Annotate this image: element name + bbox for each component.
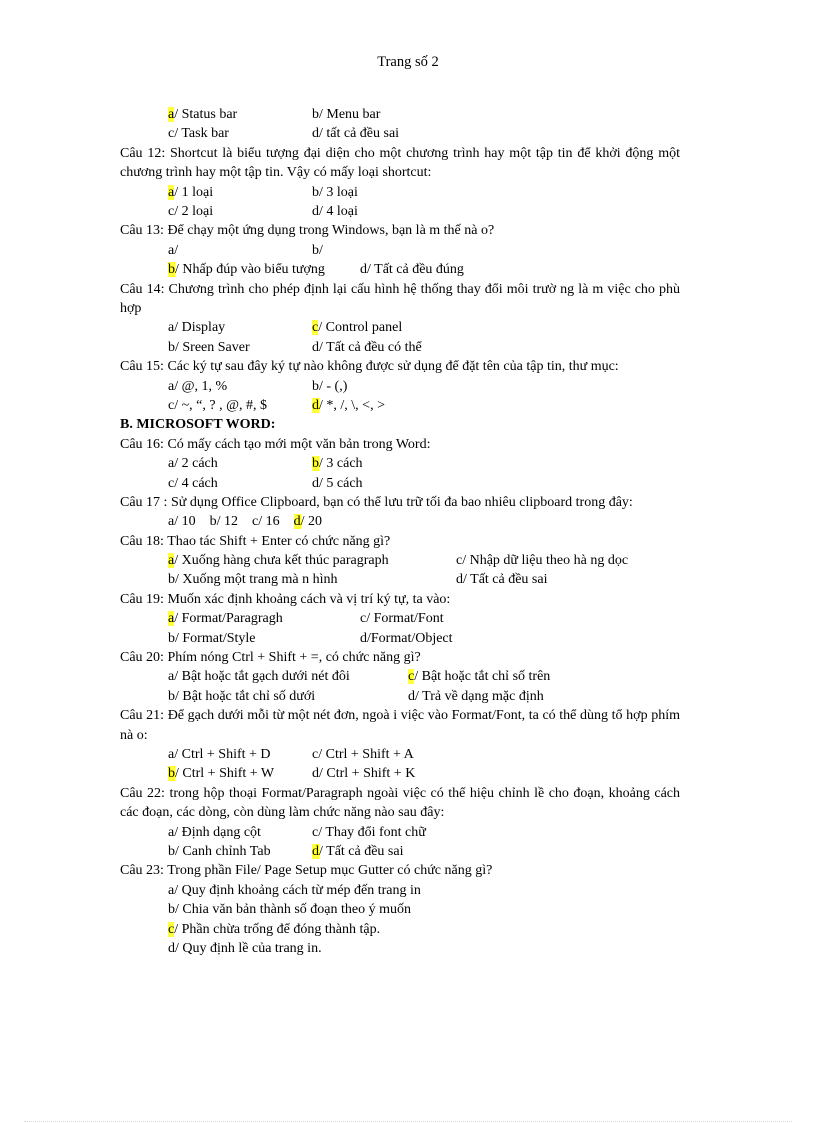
q13-options-row-2 xyxy=(120,260,680,279)
q18-question: Câu 18: Thao tác Shift + Enter có chức năng gì? xyxy=(120,533,391,549)
answer-highlight: b xyxy=(312,456,319,472)
q13-option-d: d/ Tất cả đều đúng xyxy=(360,262,464,278)
answer-highlight: d xyxy=(312,397,319,413)
q20-options-row-2 xyxy=(120,687,680,706)
q22-options-row-1 xyxy=(120,823,680,842)
q13-option-b-answer: b/ Nhấp đúp vào biểu tượng xyxy=(168,262,325,278)
q18-option-b: b/ Xuống một trang mà n hình xyxy=(168,572,338,588)
q11-options-row-2 xyxy=(120,124,680,143)
q19-question: Câu 19: Muốn xác định khoảng cách và vị trí ký tự, ta vào: xyxy=(120,591,451,607)
q17-options-row xyxy=(120,512,680,531)
answer-highlight: c xyxy=(168,921,175,937)
q21-option-b: b/ Ctrl + Shift + W xyxy=(168,766,275,782)
q14-option-d: d/ Tất cả đều có thể xyxy=(312,339,422,355)
q18-option-c: c/ Nhập dữ liệu theo hà ng dọc xyxy=(456,553,629,569)
q15-option-c: c/ ~, “, ? , @, #, $ xyxy=(168,397,267,413)
q16-options-row-1 xyxy=(120,454,680,473)
q20-question: Câu 20: Phím nóng Ctrl + Shift + =, có chức năng gì? xyxy=(120,650,421,666)
answer-highlight: c xyxy=(408,669,415,685)
q23-option-b: b/ Chia văn bản thành số đoạn theo ý muốn xyxy=(168,902,412,918)
q22-question: Câu 22: trong hộp thoại Format/Paragraph ngoài việc có thể hiệu chỉnh lề cho đoạn, khoảng cách các đoạn, các dòng, còn dùng làm chức năng nào sau đây: xyxy=(120,785,680,821)
document-body xyxy=(120,105,680,958)
q23-option-c: c/ Phần chừa trống để đóng thành tập. xyxy=(168,921,381,937)
q19-options-row-1 xyxy=(120,609,680,628)
q16-options-row-2 xyxy=(120,474,680,493)
page-header: Trang số 2 xyxy=(377,54,439,70)
q20-option-b: b/ Bật hoặc tắt chỉ số dưới xyxy=(168,688,316,704)
q12-option-b: b/ 3 loại xyxy=(312,184,358,200)
q15-option-a: a/ @, 1, % xyxy=(168,378,228,394)
q18-option-d: d/ Tất cả đều sai xyxy=(456,572,548,588)
q13-options-row-1 xyxy=(120,241,680,260)
q15-option-d: d/ *, /, \, <, > xyxy=(312,397,385,413)
q18-options-row-1 xyxy=(120,551,680,570)
q11-option-b: b/ Menu bar xyxy=(312,107,381,122)
q21-option-a: a/ Ctrl + Shift + D xyxy=(168,747,271,763)
q14-option-b: b/ Sreen Saver xyxy=(168,339,250,355)
answer-highlight: a xyxy=(168,184,175,200)
answer-highlight: a xyxy=(168,107,175,122)
q22-option-d: d/ Tất cả đều sai xyxy=(312,844,404,859)
q14-options-row-1 xyxy=(120,318,680,337)
q18-option-a: a/ Xuống hàng chưa kết thúc paragraph xyxy=(168,553,389,569)
q20-options-row-1 xyxy=(120,667,680,686)
answer-highlight: d xyxy=(312,844,319,859)
q17-option-d: / 20 xyxy=(300,514,322,530)
q11-option-a: a/ Status bar xyxy=(168,107,238,122)
answer-highlight: d xyxy=(293,514,301,530)
q12-options-row-2 xyxy=(120,202,680,221)
q13-question: Câu 13: Để chạy một ứng dụng trong Windows, bạn là m thế nà o? xyxy=(120,223,495,239)
q12-option-a: a/ 1 loại xyxy=(168,184,214,200)
q19-options-row-2 xyxy=(120,629,680,648)
q12-option-d: d/ 4 loại xyxy=(312,203,358,219)
q16-option-b: b/ 3 cách xyxy=(312,456,363,472)
q20-option-d: d/ Trả về dạng mặc định xyxy=(408,688,544,704)
q22-option-b: b/ Canh chỉnh Tab xyxy=(168,844,271,859)
q15-options-row-2 xyxy=(120,396,680,415)
q17-question: Câu 17 : Sử dụng Office Clipboard, bạn có thể lưu trữ tối đa bao nhiêu clipboard trong đây: xyxy=(120,494,633,510)
q16-option-d: d/ 5 cách xyxy=(312,475,363,491)
q14-question: Câu 14: Chương trình cho phép định lại cấu hình hệ thống thay đổi môi trườ ng là m việc cho phù hợp xyxy=(120,281,680,316)
q21-options-row-2 xyxy=(120,764,680,783)
q19-option-a: a/ Format/Paragragh xyxy=(168,611,283,627)
page-bottom-rule xyxy=(24,1121,792,1122)
q19-option-c: c/ Format/Font xyxy=(360,611,444,627)
answer-highlight: c xyxy=(312,320,319,336)
q14-option-c: c/ Control panel xyxy=(312,320,403,336)
q15-option-b: b/ - (,) xyxy=(312,378,348,394)
q13-option-a: a/ xyxy=(168,242,179,258)
q20-option-c: c/ Bật hoặc tắt chỉ số trên xyxy=(408,669,551,685)
q12-option-c: c/ 2 loại xyxy=(168,203,214,219)
q21-option-d: d/ Ctrl + Shift + K xyxy=(312,766,416,782)
section-b-heading: B. MICROSOFT WORD: xyxy=(120,417,276,433)
q14-options-row-2 xyxy=(120,338,680,357)
q11-option-c: c/ Task bar xyxy=(168,126,229,142)
q22-option-c: c/ Thay đổi font chữ xyxy=(312,824,426,840)
q22-options-row-2 xyxy=(120,842,680,861)
answer-highlight: a xyxy=(168,611,175,627)
q14-option-a: a/ Display xyxy=(168,320,226,336)
q12-options-row-1 xyxy=(120,183,680,202)
q15-options-row-1 xyxy=(120,377,680,396)
q19-option-b: b/ Format/Style xyxy=(168,630,256,646)
q16-option-c: c/ 4 cách xyxy=(168,475,218,491)
q13-option-b: b/ xyxy=(312,242,323,258)
answer-highlight: b xyxy=(168,766,175,782)
q12-question: Câu 12: Shortcut là biểu tượng đại diện cho một chương trình hay một tập tin để khởi động một chương trình hay một tập tin. Vậy có mấy loại shortcut: xyxy=(120,145,680,181)
q21-options-row-1 xyxy=(120,745,680,764)
q23-option-a: a/ Quy định khoảng cách từ mép đến trang in xyxy=(168,882,421,898)
q21-question: Câu 21: Để gạch dưới mỗi từ một nét đơn, ngoà i việc vào Format/Font, ta có thể dùng tổ hợp phím nà o: xyxy=(120,708,680,743)
q23-option-d: d/ Quy định lề của trang in. xyxy=(168,940,322,956)
q17-options-abc: a/ 10 b/ 12 c/ 16 xyxy=(168,514,294,530)
answer-highlight: a xyxy=(168,553,175,569)
q16-question: Câu 16: Có mấy cách tạo mới một văn bản trong Word: xyxy=(120,436,431,452)
q18-options-row-2 xyxy=(120,570,680,589)
q16-option-a: a/ 2 cách xyxy=(168,456,218,472)
q19-option-d: d/Format/Object xyxy=(360,630,453,646)
q22-option-a: a/ Định dạng cột xyxy=(168,824,261,840)
q21-option-c: c/ Ctrl + Shift + A xyxy=(312,747,414,763)
q15-question: Câu 15: Các ký tự sau đây ký tự nào không được sử dụng để đặt tên của tập tin, thư mục: xyxy=(120,359,619,375)
answer-highlight: b xyxy=(168,262,175,278)
q20-option-a: a/ Bật hoặc tắt gạch dưới nét đôi xyxy=(168,669,350,685)
q23-question: Câu 23: Trong phần File/ Page Setup mục Gutter có chức năng gì? xyxy=(120,863,493,879)
q11-options-row-1 xyxy=(120,105,680,124)
q11-option-d: d/ tất cả đều sai xyxy=(312,126,400,142)
